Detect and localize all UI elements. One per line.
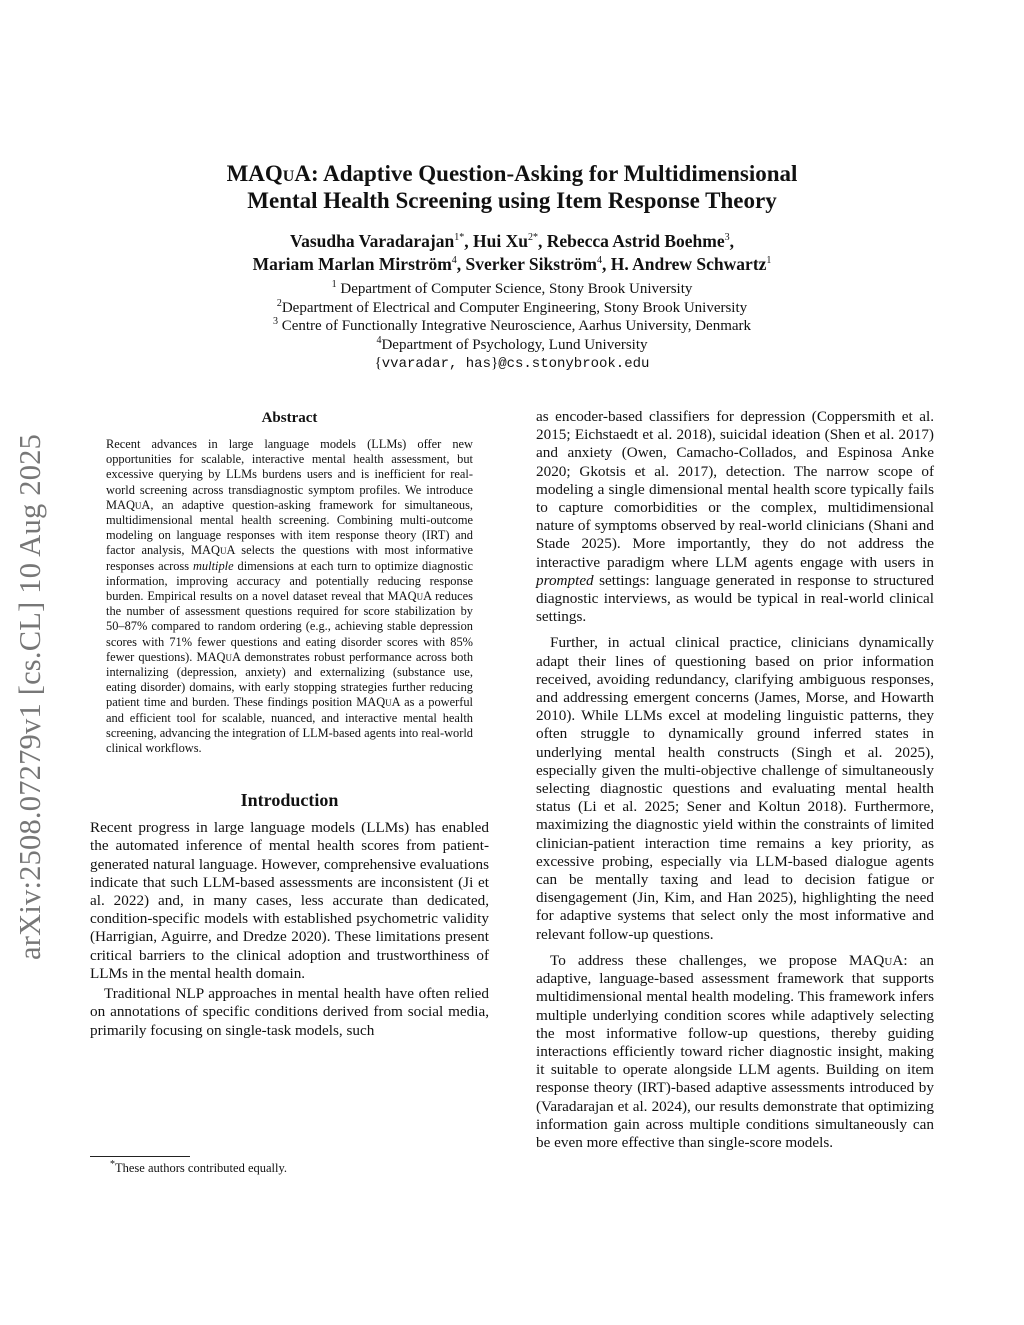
title-prefix: MAQ: [226, 161, 283, 186]
author-list: Vasudha Varadarajan$^{1*}$, Hui $Xu^{2*}$, Rebecca Astrid Boehme$^3$, Mariam Marlan Mirström$^4$, Sverker Sikström$^4$, H. Andrew Schwartz$^1$: [252, 231, 772, 274]
footnote: [110, 1158, 288, 1176]
affiliation-text: Department of Computer Science, Stony Brook University: [336, 281, 693, 297]
affiliation-text: Centre of Functionally Integrative Neuroscience, Aarhus University, Denmark: [277, 318, 752, 334]
abstract-text: Recent advances in large language models (LLMs) offer new opportunities for scalable, interactive mental health assessment, but excessive querying by LLMs burdens users and is inefficient for real-world screening across transdiagnostic symptom profiles. We introduce MAQuA, an adaptive question-asking framework for simultaneous, multidimensional mental health screening. Combining multi-outcome modeling on language responses with item response theory (IRT) and factor analysis, MAQuA selects the questions with most informative responses across multiple dimensions at each turn to optimize diagnostic information, improving accuracy and potentially reducing response burden. Empirical results on a novel dataset reveal that MAQuA reduces the number of assessment questions required for score stabilization by 50–87% compared to random ordering (e.g., achieving stable depression scores with 71% fewer questions and eating disorder scores with 85% fewer questions). MAQuA demonstrates robust performance across both internalizing (depression, anxiety) and externalizing (substance use, eating disorder) domains, with early stopping strategies further reducing patient time and burden. These findings position MAQuA as a powerful and efficient tool for scalable, nuanced, and interactive mental health screening, advancing the integration of LLM-based agents into real-world clinical workflows.: [106, 437, 474, 756]
right-column: [536, 408, 934, 1152]
author-name: Mariam Marlan Mirström: [252, 254, 452, 274]
author-mark: 3: [724, 232, 730, 244]
title-block: [150, 160, 874, 374]
author-name: Hui Xu: [473, 231, 528, 251]
arxiv-identifier: arXiv:2508.07279v1 [cs.CL] 10 Aug 2025: [13, 433, 47, 960]
author-mark: 4: [451, 255, 457, 267]
affiliation: [150, 280, 874, 299]
affiliation-text: Department of Electrical and Computer Engineering, Stony Brook University: [281, 299, 748, 316]
abstract-heading: Abstract: [261, 410, 318, 426]
footnote-mark: *: [110, 1158, 115, 1170]
intro-paragraph: Recent progress in large language models (LLMs) has enabled the automated inference of mental health scores from patient-generated natural language. However, comprehensive evaluations indicate that such LLM-based assessments are inconsistent (Ji et al. 2022) and, in many cases, less accurate than dedicated, condition-specific models with established psychometric validity (Harrigian, Aguirre, and Dredze 2020). These limitations present critical barriers to the clinical adoption and trustworthiness of LLMs in the mental health domain.: [90, 819, 489, 982]
author-mark: 1*: [454, 232, 465, 244]
affiliation: [150, 336, 874, 355]
author-mark: 4: [596, 255, 602, 267]
email-brace-open: {: [374, 355, 382, 371]
abstract: [90, 410, 489, 756]
email-users: vvaradar, has: [381, 356, 491, 372]
affiliation-mark: 3: [272, 316, 278, 327]
affiliations: [150, 280, 874, 374]
affiliation-text: Department of Psychology, Lund University: [381, 336, 648, 353]
author-name: Rebecca Astrid Boehme: [546, 231, 725, 251]
body-paragraph: To address these challenges, we propose MAQuA: an adaptive, language-based assessment framework that supports multidimensional mental health modeling. This framework infers multiple underlying condition scores while adaptively selecting the most informative follow-up questions, thereby guiding interactions efficiently toward richer diagnostic insight, making it suitable to operate alongside LLM agents. Building on item response theory (IRT)-based adaptive assessments introduced by (Varadarajan et al. 2024), our results demonstrate that optimizing information gain across multiple conditions simultaneously can be even more effective than single-score models.: [536, 951, 934, 1151]
email-brace-close: }: [490, 355, 499, 371]
body-paragraph: Further, in actual clinical practice, clinicians dynamically adapt their lines of questioning based on prior information received, avoiding redundancy, clarifying ambiguous responses, and addressing emergent concerns (James, Morse, and Howarth 2010). While LLMs excel at modeling linguistic patterns, they often struggle to dynamically ground inferred states in underlying mental health constructs (Singh et al. 2025), especially given the multi-objective challenge of simultaneously selecting diagnostic questions and evaluating mental health status (Li et al. 2025; Sener and Koltun 2018). Furthermore, maximizing the diagnostic yield within the constraints of limited clinician-patient interaction time remains a key priority, as excessive probing, especially via LLM-based dialogue agents can be mentally taxing and lead to decision fatigue or disengagement (Jin, Kim, and Han 2025), highlighting the need for adaptive systems that select only the most informative and relevant follow-up questions.: [536, 634, 934, 943]
contact-email[interactable]: [150, 354, 874, 374]
footnote-text: These authors contributed equally.: [115, 1161, 288, 1175]
author-mark: 1: [766, 255, 772, 267]
footnote-divider: [90, 1156, 190, 1157]
introduction-heading: Introduction: [240, 790, 339, 811]
affiliation-mark: 4: [376, 334, 382, 346]
affiliation: [150, 299, 874, 318]
title-smallcaps: u: [282, 161, 295, 186]
paper-title: [150, 160, 874, 214]
author-name: Sverker Sikström: [465, 254, 597, 274]
author-name: Vasudha Varadarajan: [290, 231, 455, 251]
author-mark: 2*: [527, 232, 538, 244]
affiliation-mark: 2: [276, 297, 282, 309]
title-line1: A: Adaptive Question-Asking for Multidimensional: [294, 161, 798, 186]
author-name: H. Andrew Schwartz: [610, 254, 767, 274]
affiliation-mark: 1: [331, 279, 337, 290]
body-paragraph: as encoder-based classifiers for depression (Coppersmith et al. 2015; Eichstaedt et al. 2018), suicidal ideation (Shen et al. 2017) and anxiety (Owen, Camacho-Collados, and Espinosa Anke 2020; Gkotsis et al. 2017), detection. The narrow scope of modeling a single dimensional mental health score typically fails to capture comorbidities or the complex, multidimensional nature of symptoms observed by real-world clinicians (Shani and Stade 2025). More importantly, they do not address the interactive paradigm where LLM agents engage with users in prompted settings: language generated in response to structured diagnostic interviews, as would be typical in real-world clinical settings.: [536, 408, 934, 626]
intro-paragraph: Traditional NLP approaches in mental health have often relied on annotations of specific conditions derived from social media, primarily focusing on single-task models, such: [90, 985, 489, 1039]
title-line2: Mental Health Screening using Item Response Theory: [247, 188, 777, 213]
affiliation: [150, 317, 874, 336]
email-domain: @cs.stonybrook.edu: [498, 356, 650, 372]
left-column: [90, 408, 489, 1040]
